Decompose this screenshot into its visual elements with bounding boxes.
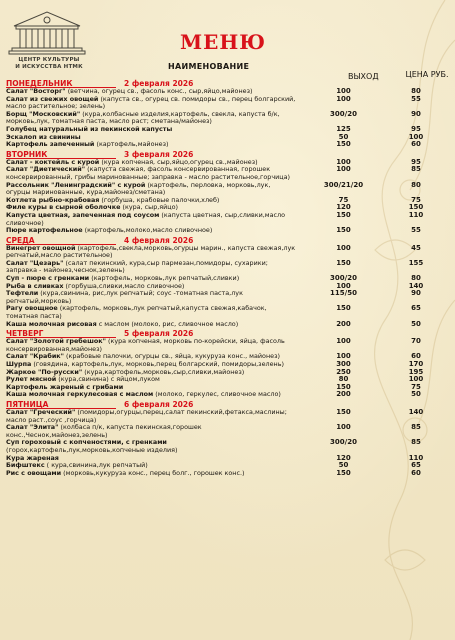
dish-ingredients: (картофель, перловка, морковь,лук, огурцы маринованные, кура,майонез/сметана) — [6, 180, 271, 197]
dish-ingredients: (салат пекинский, кура,сыр пармезан,помидоры, сухарики; заправка - майонез,чеснок,зелень) — [6, 258, 268, 275]
dish-title: Шурпа — [6, 360, 32, 368]
dish-output: 100 — [336, 281, 351, 290]
dish-text — [6, 321, 296, 329]
dish-ingredients: (кура,свинина) с яйцом,луком — [56, 375, 160, 384]
dish-output: 250 — [336, 367, 351, 376]
dish-price: 110 — [408, 211, 424, 219]
dish-price: 95 — [411, 158, 421, 166]
dish-title: Суп - пюре с гренками — [6, 274, 90, 283]
dish-output: 100 — [336, 337, 351, 346]
dish-output: 100 — [336, 157, 351, 166]
dish-price: 150 — [408, 204, 424, 212]
dish-output: 200 — [336, 390, 351, 399]
dish-output: 150 — [336, 304, 351, 313]
dish-title: Салат "Восторг" — [6, 87, 66, 95]
dish-output: 150 — [336, 407, 351, 416]
dish-title: Эскалоп из свинины — [6, 132, 81, 141]
dish-text — [6, 227, 296, 235]
menu-item-row — [6, 260, 455, 275]
dish-output: 200 — [336, 319, 351, 328]
dish-ingredients: (кура,свинина, рис,лук репчатый; соус -томатная паста,лук репчатый,морковь) — [6, 289, 243, 305]
dish-ingredients: (картофель,молоко,масло сливочное) — [82, 226, 213, 235]
dish-price: 155 — [408, 259, 424, 267]
dish-ingredients: (помидоры,огурцы,перец,салат пекинский,фетакса,маслины; масло раст.,соус ,горчица) — [6, 407, 287, 424]
dish-title: Салат "Элита" — [6, 423, 59, 432]
dish-title: Картофель жареный с грибами — [6, 382, 124, 391]
dish-text — [6, 182, 296, 197]
dish-price: 55 — [411, 227, 421, 235]
dish-title: Салат "Греческий" — [6, 407, 76, 416]
dish-price: 80 — [411, 275, 421, 283]
menu-item-row — [6, 409, 455, 424]
dish-output: 100 — [336, 94, 351, 103]
dish-output: 50 — [338, 132, 349, 141]
dish-price: 60 — [411, 353, 421, 361]
dish-price: 85 — [411, 424, 421, 432]
menu-item-row — [6, 245, 455, 260]
dish-price: 90 — [411, 290, 421, 298]
dish-output: 150 — [336, 210, 351, 219]
dish-title: Рис с овощами — [6, 468, 62, 477]
dish-ingredients: (картофель, морковь,лук репчатый,сливки) — [89, 274, 240, 283]
dish-ingredients: (картофель,свекла,морковь,огурцы марин., капуста свежая,лук репчатый,масло растительное) — [6, 243, 296, 260]
dish-price: 110 — [408, 454, 424, 462]
day-name: ПОНЕДЕЛЬНИК — [6, 79, 116, 88]
dish-ingredients: (колбаса п/к, капуста пекинская,горошек конс.,Чеснок,майонез,зелень) — [6, 423, 202, 439]
dish-ingredients: (кура копченая, сыр,яйцо,огурец св.,майонез) — [99, 157, 258, 166]
dish-ingredients: (горбуша, крабовые палочки,хлеб) — [99, 195, 220, 204]
dish-title: Борщ "Московский" — [6, 109, 81, 118]
dish-output: 75 — [338, 195, 349, 204]
day-name: СРЕДА — [6, 236, 116, 245]
dish-text — [6, 245, 296, 260]
dish-title: Бифштекс — [6, 461, 45, 470]
dish-price: 100 — [408, 133, 424, 141]
dish-price: 95 — [411, 125, 421, 133]
dish-title: Рассольник "Ленинградский" с курой — [6, 180, 146, 189]
day-name: ВТОРНИК — [6, 150, 116, 159]
dish-title: Салат "Золотой гребешок" — [6, 337, 106, 346]
dish-ingredients: (картофель,майонез) — [94, 140, 169, 149]
menu-item-row — [6, 424, 455, 439]
day-date: 3 февраля 2026 — [124, 149, 194, 159]
dish-output: 100 — [336, 352, 351, 361]
dish-output: 100 — [336, 87, 351, 95]
dish-title: Салат "Диетический" — [6, 165, 86, 174]
dish-output: 300/21/20 — [323, 180, 364, 189]
page-title: МЕНЮ — [180, 30, 267, 54]
dish-text — [6, 260, 296, 275]
dish-ingredients: (капуста свежая, фасоль консервированная, горошек консервированный, грибы маринованные; заправка - масло растительное,горчица) — [6, 165, 291, 181]
dish-title: Филе куры в сырной оболочке — [6, 203, 121, 212]
dish-text — [6, 96, 296, 111]
dish-title: Капуста цветная, запеченная под соусом — [6, 210, 160, 219]
dish-output: 300/20 — [330, 109, 357, 118]
dish-ingredients: (кура,картофель,морковь,сыр,сливки,майонез) — [82, 367, 245, 376]
dish-price: 90 — [411, 110, 421, 118]
dish-ingredients: (горох,картофель,лук,морковь,копченые изделия) — [6, 445, 178, 454]
day-date: 4 февраля 2026 — [124, 235, 194, 245]
dish-text — [6, 338, 296, 353]
column-header-price: ЦЕНА РУБ. — [405, 70, 449, 79]
dish-title: Каша молочная рисовая — [6, 319, 97, 328]
dish-output: 150 — [336, 382, 351, 391]
dish-title: Каша молочная геркулесовая с маслом — [6, 390, 154, 399]
dish-price: 50 — [411, 320, 421, 328]
dish-title: Картофель запеченный — [6, 140, 95, 149]
culture-center-logo-icon — [6, 6, 88, 56]
dish-text — [6, 470, 296, 478]
dish-text — [6, 111, 296, 126]
menu-item-row — [6, 141, 455, 149]
dish-text — [6, 439, 296, 454]
menu-item-row — [6, 227, 455, 235]
dish-title: Рулет мясной — [6, 375, 57, 384]
dish-title: Салат "Крабик" — [6, 352, 64, 361]
dish-price: 65 — [411, 462, 421, 470]
dish-output: 300 — [336, 360, 351, 368]
menu-item-row — [6, 182, 455, 197]
dish-price: 85 — [411, 166, 421, 174]
dish-ingredients: (картофель, морковь,лук репчатый,капуста свежая,кабачок, томатная паста) — [6, 304, 267, 321]
menu-item-row — [6, 338, 455, 353]
dish-text — [6, 424, 296, 439]
menu-item-row — [6, 439, 455, 454]
dish-ingredients: (молоко, геркулес, сливочное масло) — [153, 390, 281, 399]
dish-ingredients: (крабовые палочки, огурцы св., яйца, кукуруза конс., майонез) — [63, 352, 280, 361]
dish-title: Салат "Цезарь" — [6, 258, 64, 267]
dish-price: 140 — [408, 408, 424, 416]
dish-price: 55 — [411, 95, 421, 103]
dish-ingredients: с маслом (молоко, рис, сливочное масло) — [96, 319, 239, 328]
dish-price: 75 — [411, 383, 421, 391]
dish-price: 75 — [411, 196, 421, 204]
day-name: ПЯТНИЦА — [6, 400, 116, 409]
day-date: 2 февраля 2026 — [124, 79, 194, 88]
column-header-output: ВЫХОД — [348, 72, 379, 81]
dish-price: 45 — [411, 244, 421, 252]
menu-item-row — [6, 321, 455, 329]
dish-price: 85 — [411, 439, 421, 447]
menu-item-row — [6, 470, 455, 478]
dish-output: 100 — [336, 165, 351, 174]
dish-output: 100 — [336, 243, 351, 252]
dish-text — [6, 212, 296, 227]
dish-output: 150 — [336, 140, 351, 149]
menu-item-row — [6, 305, 455, 320]
column-header-name: НАИМЕНОВАНИЕ — [168, 62, 250, 71]
logo-caption — [10, 57, 88, 70]
dish-text — [6, 166, 296, 181]
dish-price: 195 — [408, 368, 424, 376]
dish-output: 100 — [336, 423, 351, 432]
dish-ingredients: (капуста цветная, сыр,сливки,масло сливочное) — [6, 210, 286, 227]
dish-title: Рыба в сливках — [6, 281, 64, 290]
dish-title: Салат из свежих овощей — [6, 94, 99, 103]
dish-output: 120 — [336, 453, 351, 462]
dish-price: 80 — [411, 181, 421, 189]
menu-item-row — [6, 111, 455, 126]
dish-ingredients: (капуста св., огурец св. помидоры св., перец болгарский, масло растительное; зелень) — [6, 94, 296, 111]
day-date: 6 февраля 2026 — [124, 399, 194, 409]
dish-text — [6, 290, 296, 305]
dish-output: 115/50 — [330, 289, 357, 298]
dish-output: 300/20 — [330, 438, 357, 447]
dish-ingredients: (морковь,кукуруза конс., перец болг., горошек конс.) — [61, 468, 245, 477]
logo-line-2: И ИСКУССТВА НТМК — [15, 63, 83, 70]
dish-output: 120 — [336, 203, 351, 212]
dish-title: Тефтели — [6, 289, 39, 298]
dish-ingredients: (кура,колбасные изделия,картофель, свекла, капуста б/к, морковь,лук, томатная паста, масло раст; сметана/майонез) — [6, 109, 280, 126]
dish-output: 80 — [338, 375, 349, 384]
dish-title: Голубец натуральный из пекинской капусты — [6, 124, 173, 133]
dish-ingredients: (горбуша,сливки,масло сливочное) — [63, 281, 185, 290]
day-name: ЧЕТВЕРГ — [6, 329, 116, 338]
dish-output: 50 — [338, 461, 349, 470]
dish-title: Кура жареная — [6, 453, 59, 462]
day-date: 5 февраля 2026 — [124, 329, 194, 339]
dish-output: 150 — [336, 468, 351, 477]
dish-output: 300/20 — [330, 274, 357, 283]
logo-line-1: ЦЕНТР КУЛЬТУРЫ — [18, 57, 80, 63]
dish-output: 150 — [336, 226, 351, 235]
menu-item-row — [6, 212, 455, 227]
dish-ingredients: (ветчина, огурец св., фасоль конс., сыр,яйцо,майонез) — [65, 87, 253, 95]
dish-text — [6, 141, 296, 149]
menu-item-row — [6, 166, 455, 181]
dish-text — [6, 305, 296, 320]
dish-text — [6, 391, 296, 399]
dish-price: 60 — [411, 141, 421, 149]
dish-price: 100 — [408, 376, 424, 384]
menu-item-row — [6, 290, 455, 305]
dish-ingredients: (говядина, картофель,лук, морковь,перец болгарский, помидоры,зелень) — [31, 360, 284, 368]
dish-ingredients: (кура, сыр,яйцо) — [120, 203, 179, 212]
menu-list — [6, 78, 455, 477]
dish-title: Котлета рыбно-крабовая — [6, 195, 100, 204]
dish-price: 170 — [408, 361, 424, 368]
dish-price: 60 — [411, 469, 421, 477]
dish-price: 140 — [408, 282, 424, 290]
dish-price: 50 — [411, 391, 421, 399]
dish-title: Салат - коктейль с курой — [6, 157, 100, 166]
dish-output: 125 — [336, 124, 351, 133]
dish-price: 70 — [411, 338, 421, 346]
dish-title: Рагу овощное — [6, 304, 58, 313]
dish-ingredients: (кура копченая, морковь по-корейски, яйца, фасоль консервированная,майонез) — [6, 337, 285, 353]
dish-output: 150 — [336, 258, 351, 267]
dish-ingredients: ( кура,свинина,лук репчатый) — [44, 461, 148, 470]
dish-price: 65 — [411, 305, 421, 313]
dish-title: Жаркое "По-русски" — [6, 367, 83, 376]
dish-title: Суп гороховый с копченостями, с гренками — [6, 438, 167, 447]
dish-text — [6, 409, 296, 424]
dish-title: Пюре картофельное — [6, 226, 83, 235]
dish-price: 80 — [411, 88, 421, 95]
dish-title: Винегрет овощной — [6, 243, 76, 252]
menu-item-row — [6, 96, 455, 111]
menu-item-row — [6, 391, 455, 399]
